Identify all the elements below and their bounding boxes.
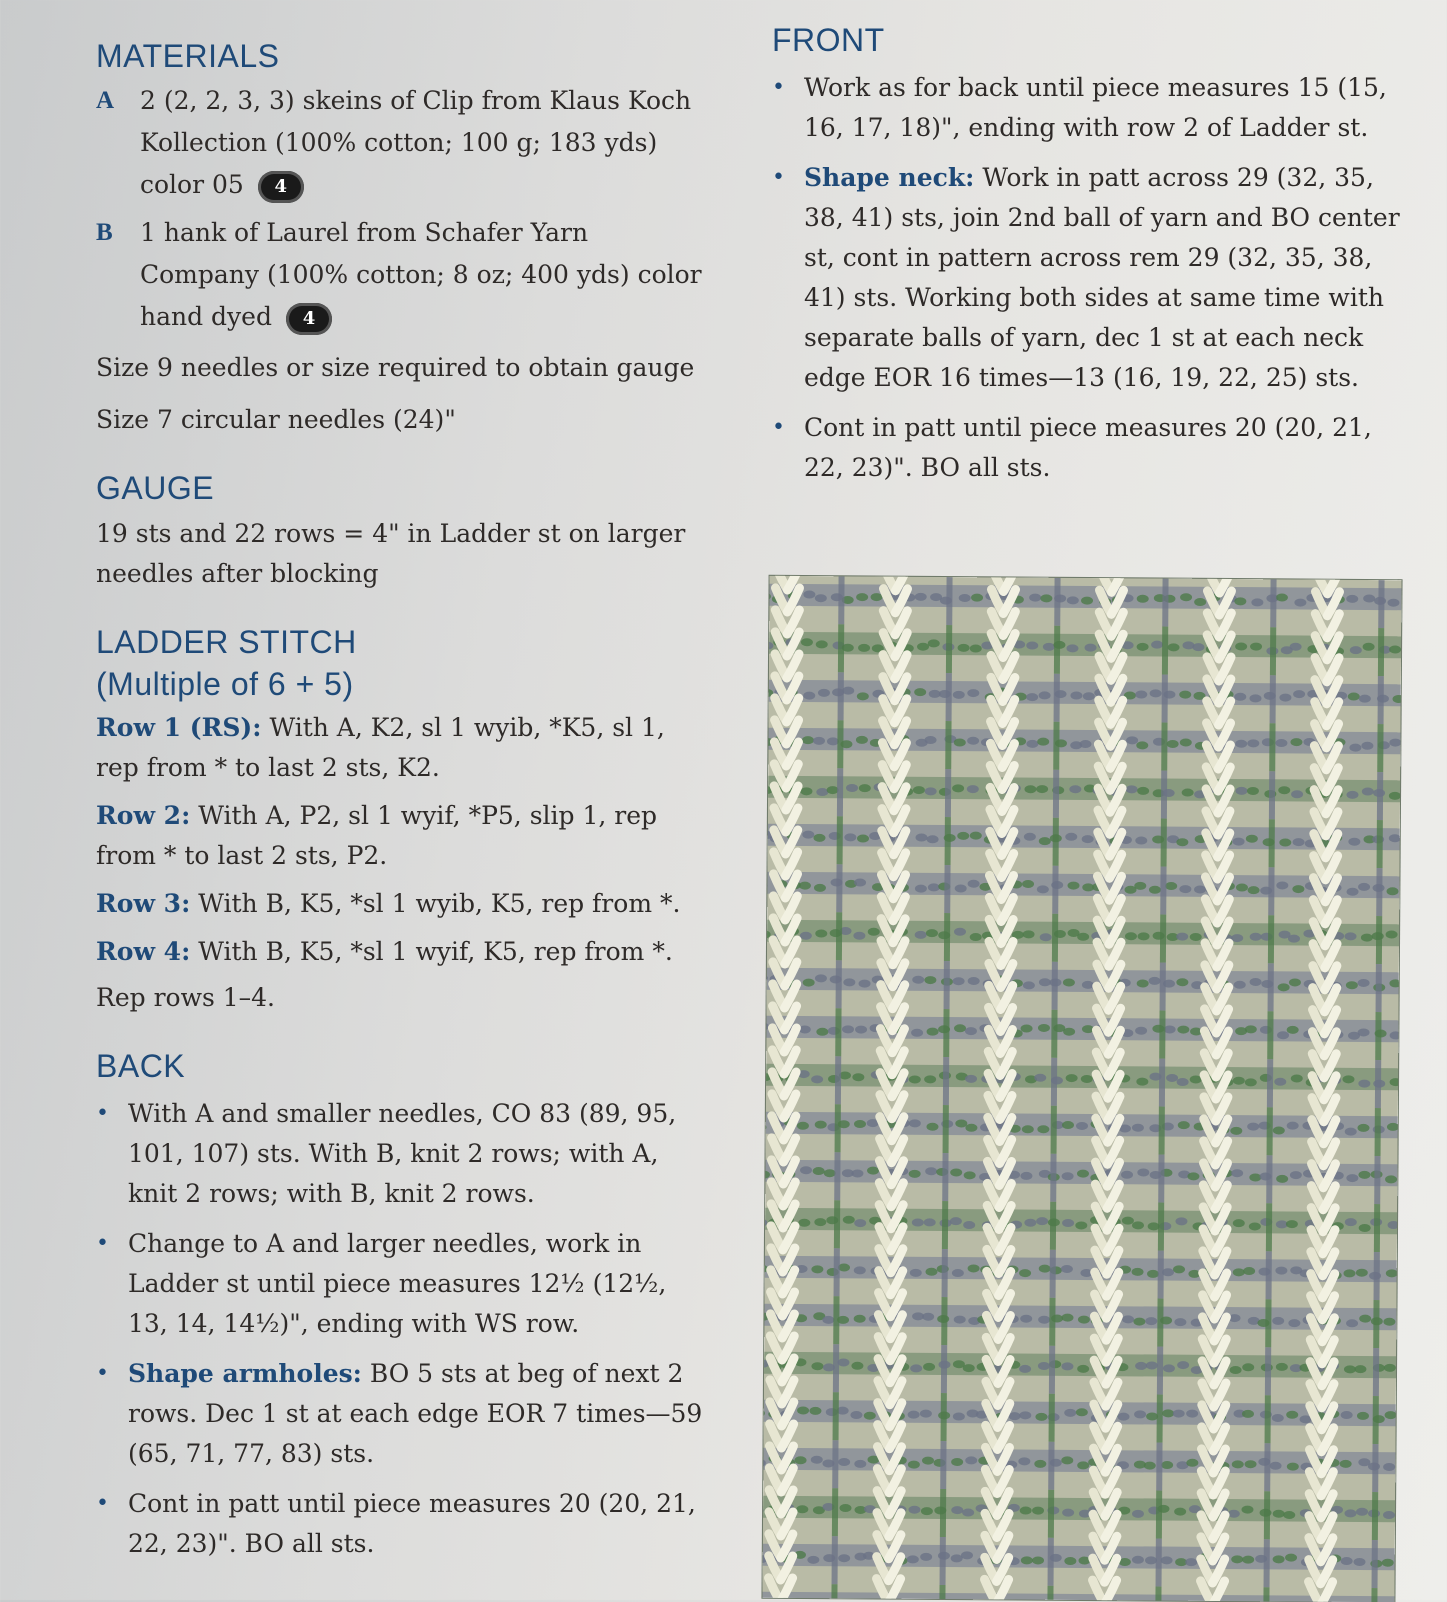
back-list: [96, 1094, 706, 1564]
yarn-b-text: 1 hank of Laurel from Schafer Yarn Company (100% cotton; 8 oz; 400 yds) color hand dyed: [140, 218, 702, 331]
step-text: BO 5 sts at beg of next 2 rows. Dec 1 st at each edge EOR 7 times—59 (65, 71, 77, 83) sts.: [128, 1359, 702, 1468]
yarn-weight-badge-icon: 4: [258, 171, 304, 203]
row-text: With B, K5, *sl 1 wyib, K5, rep from *.: [190, 889, 680, 918]
back-step: [96, 1094, 706, 1214]
gauge-text: 19 sts and 22 rows = 4" in Ladder st on larger needles after blocking: [96, 514, 706, 594]
ladder-row: [96, 708, 706, 788]
back-step: [96, 1224, 706, 1344]
step-text: Work as for back until piece measures 15 (15, 16, 17, 18)", ending with row 2 of Ladder st.: [804, 73, 1387, 142]
bullet-icon: •: [96, 1484, 109, 1524]
bullet-icon: •: [96, 1224, 109, 1264]
repeat-text: Rep rows 1–4.: [96, 978, 706, 1018]
front-heading: FRONT: [772, 20, 1402, 60]
yarn-b-entry: [96, 212, 706, 338]
purl-bump: [762, 882, 767, 890]
front-list: [772, 68, 1402, 488]
right-column: [772, 20, 1402, 498]
bullet-icon: •: [772, 68, 785, 108]
ladder-row: [96, 884, 706, 924]
yarn-b-letter: B: [96, 212, 113, 254]
row-text: With A, P2, sl 1 wyif, *P5, slip 1, rep from * to last 2 sts, P2.: [96, 801, 657, 870]
row-text: With B, K5, *sl 1 wyif, K5, rep from *.: [190, 937, 672, 966]
bullet-icon: •: [772, 408, 785, 448]
yarn-a-letter: A: [96, 80, 114, 122]
row-label: Row 3:: [96, 889, 190, 918]
materials-heading: MATERIALS: [96, 36, 706, 76]
yarn-a-entry: [96, 80, 706, 206]
front-step: [772, 68, 1402, 148]
step-text: Cont in patt until piece measures 20 (20, 21, 22, 23)". BO all sts.: [804, 413, 1372, 482]
needles-line-1: Size 9 needles or size required to obtain gauge: [96, 348, 706, 388]
front-step: [772, 408, 1402, 488]
row-label: Row 4:: [96, 937, 190, 966]
row-text: With A, K2, sl 1 wyib, *K5, sl 1, rep from * to last 2 sts, K2.: [96, 713, 665, 782]
ladder-row: [96, 796, 706, 876]
step-text: Work in patt across 29 (32, 35, 38, 41) sts, join 2nd ball of yarn and BO center st, cont in pattern across rem 29 (32, 35, 38, 41) sts. Working both sides at same time with separate balls of yarn, dec 1 st at each neck edge EOR 16 times—13 (16, 19, 22, 25) sts.: [804, 163, 1400, 392]
row-label: Row 1 (RS):: [96, 713, 262, 742]
back-step: [96, 1484, 706, 1564]
yarn-a-text: 2 (2, 2, 3, 3) skeins of Clip from Klaus Koch Kollection (100% cotton; 100 g; 183 yds) color 05: [140, 86, 691, 199]
needles-line-2: Size 7 circular needles (24)": [96, 400, 706, 440]
front-step: [772, 158, 1402, 398]
knit-swatch-image: [762, 576, 1401, 1602]
yarn-weight-badge-icon: 4: [286, 303, 332, 335]
bullet-icon: •: [96, 1354, 109, 1394]
ladder-row: [96, 932, 706, 972]
back-step: [96, 1354, 706, 1474]
back-heading: BACK: [96, 1046, 706, 1086]
step-keyword: Shape neck:: [804, 163, 974, 192]
row-label: Row 2:: [96, 801, 190, 830]
step-text: With A and smaller needles, CO 83 (89, 95, 101, 107) sts. With B, knit 2 rows; with A, knit 2 rows; with B, knit 2 rows.: [128, 1099, 676, 1208]
ladder-heading: LADDER STITCH: [96, 622, 706, 662]
purl-bump: [822, 1598, 834, 1602]
step-keyword: Shape armholes:: [128, 1359, 362, 1388]
ladder-stitch-swatch-photo: [762, 576, 1401, 1602]
bullet-icon: •: [772, 158, 785, 198]
gauge-heading: GAUGE: [96, 468, 706, 508]
bullet-icon: •: [96, 1094, 109, 1134]
step-text: Cont in patt until piece measures 20 (20, 21, 22, 23)". BO all sts.: [128, 1489, 696, 1558]
step-text: Change to A and larger needles, work in Ladder st until piece measures 12½ (12½, 13, 14, 14½)", ending with WS row.: [128, 1229, 666, 1338]
ladder-rows: [96, 708, 706, 972]
left-column: [96, 36, 706, 1574]
ladder-subheading: (Multiple of 6 + 5): [96, 664, 706, 704]
